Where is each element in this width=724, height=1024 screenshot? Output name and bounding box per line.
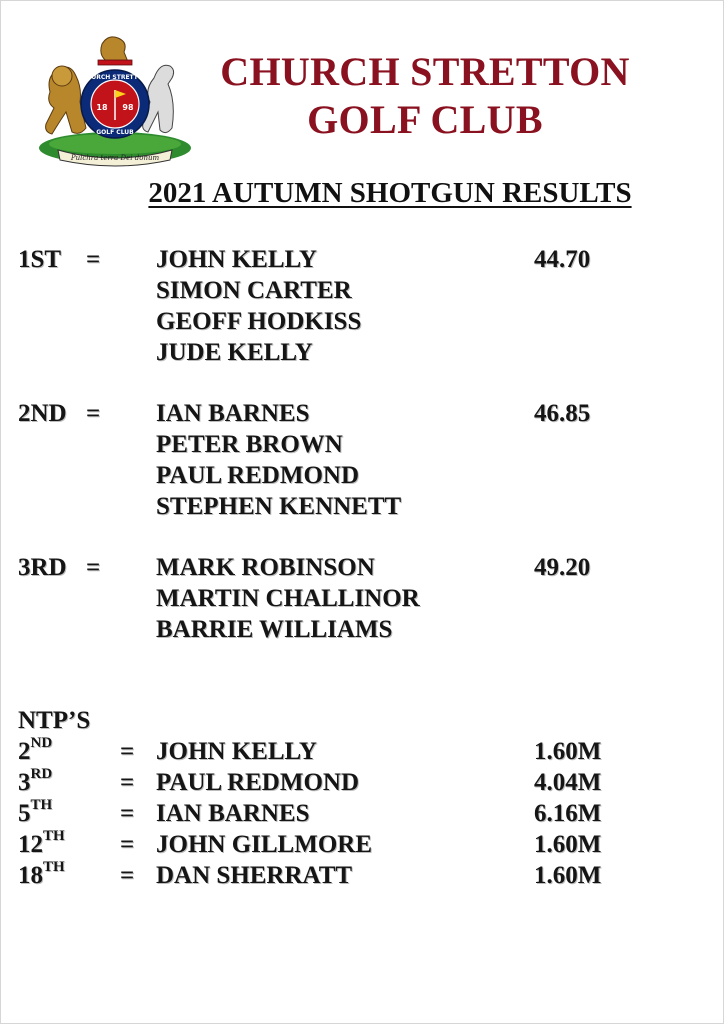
placing-2-name-1: IAN BARNES (156, 400, 310, 427)
placing-3-position: 3RD (18, 554, 67, 581)
ntp-row-4-distance: 1.60M (534, 831, 602, 858)
placing-2-score: 46.85 (534, 400, 591, 427)
placing-2-position: 2ND (18, 400, 67, 427)
placing-1-name-2: SIMON CARTER (156, 277, 352, 304)
ntp-row-2-equals: = (120, 769, 135, 796)
ntp-row-5-name: DAN SHERRATT (156, 862, 353, 889)
ntp-row-1-name: JOHN KELLY (156, 738, 317, 765)
ntp-row-1-equals: = (120, 738, 135, 765)
placing-1-equals: = (86, 246, 101, 273)
placing-3-score: 49.20 (534, 554, 591, 581)
placing-1-score: 44.70 (534, 246, 591, 273)
ntp-heading: NTP’S (18, 707, 91, 734)
ntp-row-4-hole: 12TH (18, 827, 65, 858)
ntp-row-2-name: PAUL REDMOND (156, 769, 360, 796)
crest-motto: Pulchra terra Dei donum (70, 154, 160, 162)
ntp-row-4-equals: = (120, 831, 135, 858)
placing-1-name-1: JOHN KELLY (156, 246, 317, 273)
ntp-row-1-distance: 1.60M (534, 738, 602, 765)
ntp-row-3-distance: 6.16M (534, 800, 602, 827)
placing-1-name-3: GEOFF HODKISS (156, 308, 362, 335)
ntp-row-5-equals: = (120, 862, 135, 889)
ntp-row-4-name: JOHN GILLMORE (156, 831, 372, 858)
crest-year-left: 18 (96, 103, 108, 112)
placing-1-name-4: JUDE KELLY (156, 339, 313, 366)
placing-3-name-1: MARK ROBINSON (156, 554, 375, 581)
ntp-row-5-distance: 1.60M (534, 862, 602, 889)
ntp-row-2-hole: 3RD (18, 765, 53, 796)
club-crest-logo (36, 32, 194, 168)
ntp-row-5-hole: 18TH (18, 858, 65, 889)
placing-2-name-2: PETER BROWN (156, 431, 343, 458)
placing-3-equals: = (86, 554, 101, 581)
crest-ring-text-bottom: GOLF CLUB (96, 129, 134, 136)
placing-3-name-2: MARTIN CHALLINOR (156, 585, 420, 612)
results-title: 2021 AUTUMN SHOTGUN RESULTS (148, 177, 632, 209)
ntp-row-2-distance: 4.04M (534, 769, 602, 796)
placing-2-equals: = (86, 400, 101, 427)
ntp-row-3-name: IAN BARNES (156, 800, 310, 827)
placing-1-position: 1ST (18, 246, 62, 273)
placing-3-name-3: BARRIE WILLIAMS (156, 616, 393, 643)
crest-ring-text: CHURCH STRETTON (81, 74, 149, 81)
crest-year-right: 98 (122, 103, 134, 112)
club-title (190, 48, 660, 144)
ntp-row-3-hole: 5TH (18, 796, 53, 827)
ntp-row-3-equals: = (120, 800, 135, 827)
club-title-line2: GOLF CLUB (307, 97, 543, 142)
placing-2-name-4: STEPHEN KENNETT (156, 493, 402, 520)
club-title-line1: CHURCH STRETTON (220, 49, 630, 94)
ntp-row-1-hole: 2ND (18, 734, 53, 765)
placing-2-name-3: PAUL REDMOND (156, 462, 360, 489)
